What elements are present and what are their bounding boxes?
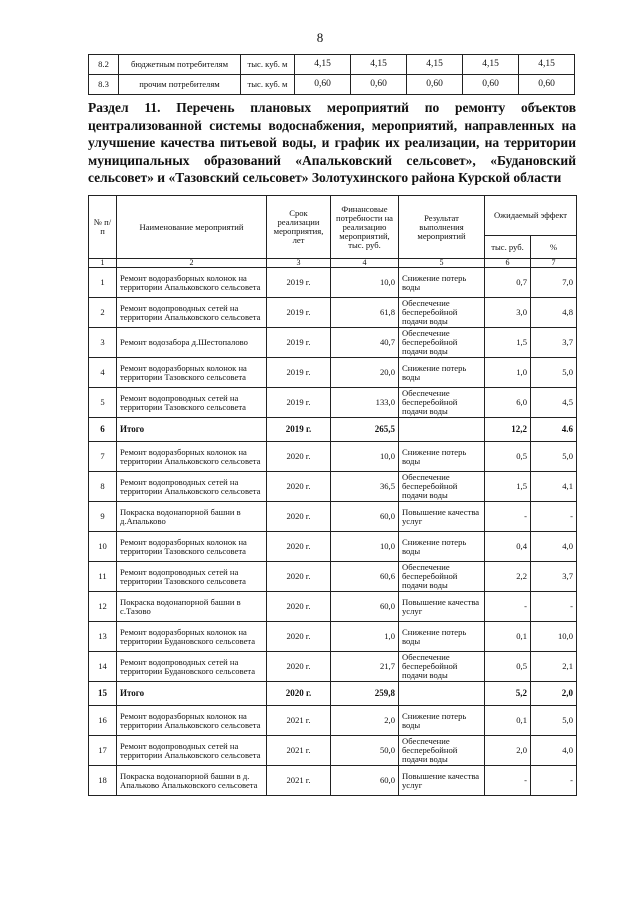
measure-name: Итого [117,418,267,442]
finance: 265,5 [331,418,399,442]
result: Повышение качества услуг [399,502,485,532]
effect-value: 0,5 [485,652,531,682]
effect-value: 6,0 [485,388,531,418]
finance: 259,8 [331,682,399,706]
table-row [89,766,577,796]
effect-value: 2,0 [485,736,531,766]
effect-value: - [485,592,531,622]
table-row [89,388,577,418]
column-index: 4 [331,259,399,268]
effect-value: 3,0 [485,298,531,328]
header-effect-unit: тыс. руб. [485,236,531,259]
effect-percent: 2,1 [531,652,577,682]
header-name: Наименование мероприятий [117,196,267,259]
row-number: 9 [89,502,117,532]
finance: 2,0 [331,706,399,736]
value: 4,15 [295,55,351,75]
result: Обеспечение бесперебойной подачи воды [399,652,485,682]
table-row [89,502,577,532]
measure-name: Ремонт водопроводных сетей на территории Апальковского сельсовета [117,472,267,502]
effect-percent: - [531,502,577,532]
period: 2019 г. [267,328,331,358]
header-row [89,196,577,236]
page-number: 8 [316,30,324,45]
effect-value: 2,2 [485,562,531,592]
measure-name: Ремонт водоразборных колонок на территории Тазовского сельсовета [117,358,267,388]
header-effect-pct: % [531,236,577,259]
row-number: 14 [89,652,117,682]
row-number: 4 [89,358,117,388]
period: 2020 г. [267,652,331,682]
row-number: 5 [89,388,117,418]
period: 2019 г. [267,298,331,328]
table-row [89,442,577,472]
result: Снижение потерь воды [399,358,485,388]
result: Снижение потерь воды [399,532,485,562]
effect-value: 1,0 [485,358,531,388]
row-number: 16 [89,706,117,736]
value: 0,60 [463,75,519,95]
finance: 133,0 [331,388,399,418]
effect-value: 0,5 [485,442,531,472]
row-number: 2 [89,298,117,328]
effect-percent: - [531,766,577,796]
result: Обеспечение бесперебойной подачи воды [399,736,485,766]
table-row [89,652,577,682]
column-index: 6 [485,259,531,268]
row-number: 8 [89,472,117,502]
header-no: № п/п [89,196,117,259]
period: 2020 г. [267,682,331,706]
finance: 10,0 [331,532,399,562]
table-row [89,472,577,502]
consumption-table-fragment [88,54,575,95]
measure-name: Ремонт водозабора д.Шестопалово [117,328,267,358]
effect-percent: 3,7 [531,328,577,358]
value: 0,60 [295,75,351,95]
measure-name: Итого [117,682,267,706]
finance: 1,0 [331,622,399,652]
header-period: Срок реализации мероприятия, лет [267,196,331,259]
column-index: 1 [89,259,117,268]
result: Повышение качества услуг [399,766,485,796]
unit: тыс. куб. м [241,75,295,95]
effect-value: 0,1 [485,706,531,736]
effect-value: - [485,502,531,532]
row-number: 3 [89,328,117,358]
measure-name: Ремонт водоразборных колонок на территории Будановского сельсовета [117,622,267,652]
table-row [89,706,577,736]
result: Снижение потерь воды [399,268,485,298]
period: 2021 г. [267,736,331,766]
row-number: 13 [89,622,117,652]
period: 2019 г. [267,268,331,298]
result [399,682,485,706]
finance: 60,6 [331,562,399,592]
finance: 60,0 [331,766,399,796]
measure-name: Ремонт водопроводных сетей на территории Апальковского сельсовета [117,298,267,328]
row-number: 12 [89,592,117,622]
effect-percent: 4,5 [531,388,577,418]
effect-value: 12,2 [485,418,531,442]
period: 2021 г. [267,706,331,736]
row-number: 18 [89,766,117,796]
measure-name: Покраска водонапорной башни в д. Апальково Апальковского сельсовета [117,766,267,796]
effect-percent: 4,0 [531,532,577,562]
value: 0,60 [519,75,575,95]
measure-name: Ремонт водоразборных колонок на территории Апальковского сельсовета [117,442,267,472]
period: 2020 г. [267,472,331,502]
table-row [89,75,575,95]
row-number: 7 [89,442,117,472]
table-row [89,268,577,298]
table-row [89,358,577,388]
effect-percent: 7,0 [531,268,577,298]
column-index: 5 [399,259,485,268]
measure-name: Ремонт водопроводных сетей на территории Будановского сельсовета [117,652,267,682]
effect-percent: 10,0 [531,622,577,652]
period: 2021 г. [267,766,331,796]
column-index: 7 [531,259,577,268]
result: Обеспечение бесперебойной подачи воды [399,328,485,358]
measure-name: Ремонт водоразборных колонок на территории Апальковского сельсовета [117,706,267,736]
period: 2020 г. [267,622,331,652]
measure-name: Ремонт водоразборных колонок на территории Тазовского сельсовета [117,532,267,562]
table-row [89,328,577,358]
finance: 61,8 [331,298,399,328]
finance: 40,7 [331,328,399,358]
row-number: 8.2 [89,55,119,75]
section-title: Раздел 11. Перечень плановых мероприятий по ремонту объектов централизованной системы водоснабжения, мероприятий, направленных на улучшение качества питьевой воды, и график их реализации, на территории муниципальных образований «Апальковский сельсовет», «Будановский сельсовет» и «Тазовский сельсовет» Золотухинского района Курской области [88,100,576,185]
column-index: 2 [117,259,267,268]
consumer-name: бюджетным потребителям [119,55,241,75]
finance: 36,5 [331,472,399,502]
effect-value: 0,7 [485,268,531,298]
header-effect: Ожидаемый эффект [485,196,577,236]
table-row [89,736,577,766]
finance: 60,0 [331,502,399,532]
effect-percent: 4.6 [531,418,577,442]
effect-percent: 3,7 [531,562,577,592]
measure-name: Ремонт водоразборных колонок на территории Апальковского сельсовета [117,268,267,298]
effect-percent: 2,0 [531,682,577,706]
effect-value: 1,5 [485,328,531,358]
effect-value: - [485,766,531,796]
period: 2020 г. [267,502,331,532]
finance: 10,0 [331,268,399,298]
finance: 10,0 [331,442,399,472]
measure-name: Покраска водонапорной башни в с.Тазово [117,592,267,622]
row-number: 15 [89,682,117,706]
effect-value: 1,5 [485,472,531,502]
effect-percent: 5,0 [531,442,577,472]
finance: 50,0 [331,736,399,766]
column-index: 3 [267,259,331,268]
measure-name: Ремонт водопроводных сетей на территории Тазовского сельсовета [117,388,267,418]
effect-percent: - [531,592,577,622]
period: 2019 г. [267,388,331,418]
period: 2020 г. [267,562,331,592]
measures-table [88,195,577,796]
measure-name: Ремонт водопроводных сетей на территории Апальковского сельсовета [117,736,267,766]
row-number: 11 [89,562,117,592]
result: Снижение потерь воды [399,622,485,652]
period: 2020 г. [267,592,331,622]
effect-percent: 5,0 [531,706,577,736]
row-number: 17 [89,736,117,766]
result: Повышение качества услуг [399,592,485,622]
column-index-row [89,259,577,268]
value: 0,60 [351,75,407,95]
effect-value: 0,4 [485,532,531,562]
table-row [89,532,577,562]
total-row [89,418,577,442]
result: Снижение потерь воды [399,706,485,736]
period: 2019 г. [267,418,331,442]
effect-value: 0,1 [485,622,531,652]
row-number: 10 [89,532,117,562]
table-row [89,562,577,592]
value: 4,15 [519,55,575,75]
row-number: 6 [89,418,117,442]
period: 2020 г. [267,442,331,472]
result: Обеспечение бесперебойной подачи воды [399,298,485,328]
table-row [89,55,575,75]
effect-percent: 5,0 [531,358,577,388]
measure-name: Покраска водонапорной башни в д.Апальково [117,502,267,532]
finance: 60,0 [331,592,399,622]
effect-percent: 4,0 [531,736,577,766]
period: 2019 г. [267,358,331,388]
effect-value: 5,2 [485,682,531,706]
value: 4,15 [463,55,519,75]
row-number: 1 [89,268,117,298]
result: Снижение потерь воды [399,442,485,472]
table-row [89,592,577,622]
value: 4,15 [351,55,407,75]
result [399,418,485,442]
unit: тыс. куб. м [241,55,295,75]
measure-name: Ремонт водопроводных сетей на территории Тазовского сельсовета [117,562,267,592]
effect-percent: 4,8 [531,298,577,328]
total-row [89,682,577,706]
table-row [89,622,577,652]
finance: 20,0 [331,358,399,388]
result: Обеспечение бесперебойной подачи воды [399,388,485,418]
header-finance: Финансовые потребности на реализацию мероприятий, тыс. руб. [331,196,399,259]
effect-percent: 4,1 [531,472,577,502]
table-row [89,298,577,328]
consumer-name: прочим потребителям [119,75,241,95]
period: 2020 г. [267,532,331,562]
row-number: 8.3 [89,75,119,95]
result: Обеспечение бесперебойной подачи воды [399,472,485,502]
finance: 21,7 [331,652,399,682]
value: 0,60 [407,75,463,95]
value: 4,15 [407,55,463,75]
result: Обеспечение бесперебойной подачи воды [399,562,485,592]
header-result: Результат выполнения мероприятий [399,196,485,259]
